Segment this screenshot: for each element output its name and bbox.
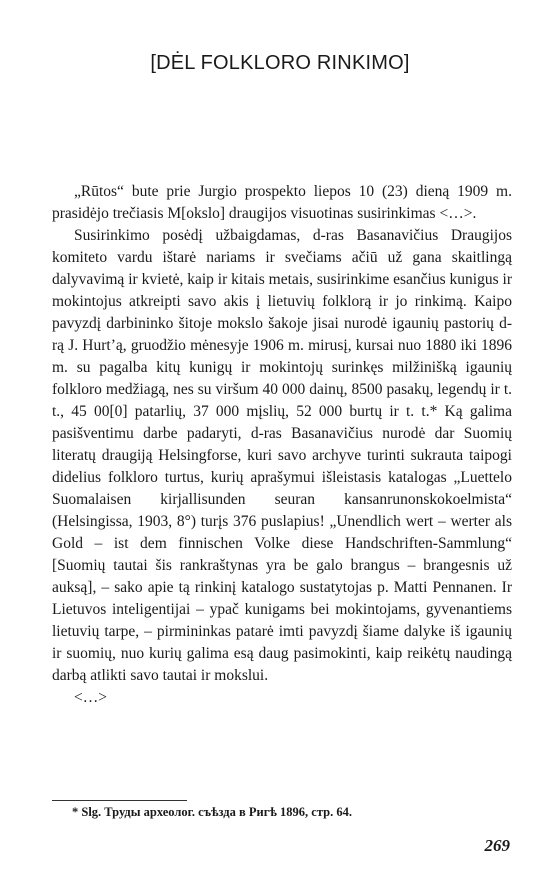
footnote: * Slg. Труды археолог. съѣзда в Ригѣ 1896, стр. 64. (72, 805, 352, 819)
paragraph-2: Susirinkimo posėdį užbaigdamas, d-ras Basanavičius Draugijos komiteto vardu ištarė nariams ir svečiams ačiū už gana skaitlingą dalyvavimą ir kvietė, kaip ir kitais metais, susirinkime esančius kunigus ir mokintojus atkreipti savo akis į lietuvių folklorą ir jo rinkimą. Kaipo pavyzdį darbininko šitoje mokslo šakoje jisai nurodė igaunių pastorių d-rą J. Hurt’ą, gruodžio mėnesyje 1906 m. mirusį, kursai nuo 1880 iki 1896 m. su pagalba kitų kunigų ir mokintojų surinkęs milžinišką igaunių folkloro medžiagą, nes su viršum 40 000 dainų, 8500 pasakų, legendų ir t. t., 45 00[0] patarlių, 37 000 mįslių, 52 000 burtų ir t. t.* Ką galima pasišventimu darbe padaryti, d-ras Basanavičius nurodė dar Suomių literatų draugiją Helsingforse, kuri savo archyve turinti sukrauta taipogi didelius folkloro turtus, kurių aprašymui išleistasis katalogas „Luettelo Suomalaisen kirjallisunden seuran kansanrunonskokoelmista“ (Helsingissa, 1903, 8°) turįs 376 puslapius! „Unendlich wert – werter als Gold – ist dem finnischen Volke diese Handschriften-Sammlung“ [Suomių tautai šis rankraštynas yra be galo brangus – brangesnis už auksą], – sako apie tą rinkinį katalogo sustatytojas p. Matti Pennanen. Ir Lietuvos inteligentijai – ypač kunigams bei mokintojams, gyvenantiems lietuvių tarpe, – pirmininkas patarė imti pavyzdį šiame dalyke iš igaunių ir suomių, nuo kurių galima esą daug pasimokinti, kaip reikėtų naudingą darbą atlikti savo tautai ir mokslui. (52, 227, 512, 684)
page-title: [DĖL FOLKLORO RINKIMO] (150, 52, 410, 74)
paragraph-1: „Rūtos“ bute prie Jurgio prospekto liepos 10 (23) dieną 1909 m. prasidėjo trečiasis M[okslo] draugijos visuotinas susirinkimas <…>. (52, 183, 512, 222)
body-text (52, 181, 512, 709)
page-number: 269 (484, 836, 510, 855)
footnote-divider (52, 800, 187, 801)
paragraph-ellipsis: <…> (74, 689, 107, 706)
